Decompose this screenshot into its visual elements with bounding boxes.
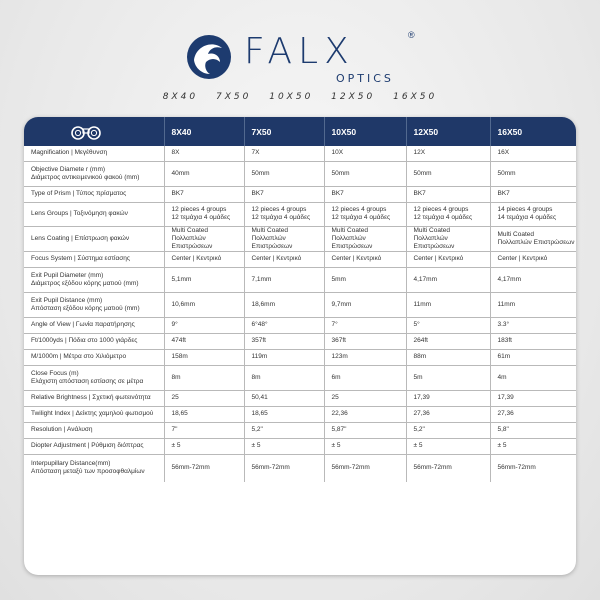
table-row bbox=[24, 146, 576, 161]
table-cell bbox=[490, 161, 576, 186]
row-label bbox=[24, 292, 164, 317]
cell-value: 12 pieces 4 groups bbox=[171, 206, 227, 213]
cell-value: 264ft bbox=[413, 337, 428, 344]
row-label-line: Resolution | Ανάλυση bbox=[31, 426, 93, 433]
cell-value: 25 bbox=[171, 394, 179, 401]
column-header: 8X40 bbox=[164, 117, 244, 146]
cell-value: Center | Κεντρικό bbox=[497, 255, 548, 262]
cell-value: 12 τεμάχια 4 ομάδες bbox=[331, 214, 391, 221]
cell-value: 9° bbox=[171, 321, 178, 328]
table-cell bbox=[164, 267, 244, 292]
cell-value: 5m bbox=[413, 373, 423, 381]
table-cell bbox=[490, 186, 576, 202]
table-cell bbox=[244, 349, 324, 365]
cell-value: BK7 bbox=[497, 190, 510, 197]
cell-value: 119m bbox=[251, 353, 268, 360]
cell-value: Center | Κεντρικό bbox=[331, 255, 382, 262]
table-cell bbox=[164, 422, 244, 438]
cell-value: 27,36 bbox=[413, 410, 430, 417]
cell-value: 158m bbox=[171, 353, 188, 360]
table-cell bbox=[244, 226, 324, 251]
table-cell bbox=[406, 365, 490, 390]
table-cell bbox=[244, 390, 324, 406]
row-label-line: Lens Coating | Επίστρωση φακών bbox=[31, 234, 130, 242]
cell-value: 88m bbox=[413, 353, 427, 360]
table-cell bbox=[406, 438, 490, 454]
cell-value: 3.3° bbox=[497, 321, 510, 328]
table-row bbox=[24, 161, 576, 186]
table-cell bbox=[406, 292, 490, 317]
model-label: 16X50 bbox=[393, 92, 438, 102]
table-cell bbox=[244, 161, 324, 186]
cell-value: 12 τεμάχια 4 ομάδες bbox=[413, 214, 473, 221]
table-cell bbox=[490, 251, 576, 267]
cell-value: BK7 bbox=[171, 190, 184, 197]
table-cell bbox=[324, 226, 406, 251]
cell-value: 5° bbox=[413, 321, 420, 328]
row-label-line: Close Focus (m) bbox=[31, 369, 79, 377]
cell-value: 16X bbox=[497, 149, 510, 157]
table-row bbox=[24, 365, 576, 390]
cell-value: 14 pieces 4 groups bbox=[497, 206, 553, 213]
table-cell bbox=[490, 317, 576, 333]
model-label: 8X40 bbox=[162, 92, 199, 102]
table-cell bbox=[490, 454, 576, 482]
table-cell bbox=[406, 161, 490, 186]
cell-value: 40mm bbox=[171, 169, 190, 177]
row-label bbox=[24, 267, 164, 292]
table-cell bbox=[164, 226, 244, 251]
cell-value: 183ft bbox=[497, 337, 512, 344]
row-label-line: Type of Prism | Τύπος πρίσματος bbox=[31, 190, 127, 197]
cell-value: Πολλαπλών Επιστρώσεων bbox=[497, 238, 575, 246]
models-line bbox=[0, 92, 600, 102]
cell-value: Πολλαπλών Επιστρώσεων bbox=[171, 234, 213, 250]
table-cell bbox=[490, 146, 576, 161]
row-label-line: Exit Pupil Diameter (mm) bbox=[31, 271, 104, 279]
table-cell bbox=[490, 438, 576, 454]
cell-value: ± 5 bbox=[331, 442, 341, 449]
table-cell bbox=[164, 161, 244, 186]
cell-value: 5mm bbox=[331, 275, 346, 283]
cell-value: 27,36 bbox=[497, 410, 514, 417]
cell-value: 5,8" bbox=[497, 426, 509, 433]
registered-mark: ® bbox=[408, 30, 415, 40]
cell-value: 50mm bbox=[331, 169, 350, 177]
table-cell bbox=[490, 226, 576, 251]
cell-value: Πολλαπλών Επιστρώσεων bbox=[251, 234, 293, 250]
table-cell bbox=[164, 390, 244, 406]
cell-value: 11mm bbox=[413, 300, 432, 308]
cell-value: 17,39 bbox=[413, 394, 430, 401]
row-label-line: Απόσταση μεταξύ των προσοφθαλμίων bbox=[31, 468, 145, 476]
table-cell bbox=[164, 317, 244, 333]
cell-value: 50,41 bbox=[251, 394, 268, 401]
table-row bbox=[24, 267, 576, 292]
table-cell bbox=[324, 251, 406, 267]
table-cell bbox=[490, 202, 576, 226]
table-cell bbox=[490, 292, 576, 317]
table-cell bbox=[244, 186, 324, 202]
row-label-line: Objective Diamete r (mm) bbox=[31, 165, 106, 173]
table-cell bbox=[490, 365, 576, 390]
header-icon-cell bbox=[24, 117, 164, 146]
table-cell bbox=[244, 406, 324, 422]
cell-value: BK7 bbox=[331, 190, 344, 197]
table-cell bbox=[324, 349, 406, 365]
cell-value: 5,87" bbox=[331, 426, 347, 433]
model-label: 10X50 bbox=[269, 92, 314, 102]
table-cell bbox=[324, 161, 406, 186]
cell-value: 6m bbox=[331, 373, 341, 381]
cell-value: Πολλαπλών Επιστρώσεων bbox=[413, 234, 455, 250]
row-label-line: Exit Pupil Distance (mm) bbox=[31, 296, 103, 304]
row-label bbox=[24, 438, 164, 454]
cell-value: 61m bbox=[497, 353, 511, 360]
table-cell bbox=[406, 317, 490, 333]
table-cell bbox=[164, 251, 244, 267]
table-cell bbox=[406, 390, 490, 406]
table-cell bbox=[164, 186, 244, 202]
table-cell bbox=[406, 226, 490, 251]
table-cell bbox=[406, 202, 490, 226]
table-cell bbox=[244, 454, 324, 482]
row-label bbox=[24, 365, 164, 390]
table-cell bbox=[490, 406, 576, 422]
table-cell bbox=[164, 292, 244, 317]
cell-value: 56mm-72mm bbox=[331, 464, 370, 472]
table-cell bbox=[406, 267, 490, 292]
table-cell bbox=[244, 438, 324, 454]
table-cell bbox=[324, 186, 406, 202]
cell-value: 9,7mm bbox=[331, 300, 352, 308]
cell-value: 50mm bbox=[497, 169, 516, 177]
table-cell bbox=[244, 317, 324, 333]
row-label-line: Απόσταση εξόδου κόρης ματιού (mm) bbox=[31, 304, 140, 312]
cell-value: Multi Coated bbox=[251, 226, 288, 234]
table-cell bbox=[164, 365, 244, 390]
cell-value: Multi Coated bbox=[331, 226, 368, 234]
table-row bbox=[24, 317, 576, 333]
row-label-line: Twilight Index | Δείκτης χαμηλού φωτισμού bbox=[31, 410, 154, 417]
brand-logo bbox=[186, 30, 426, 90]
table-row bbox=[24, 292, 576, 317]
table-cell bbox=[490, 267, 576, 292]
row-label bbox=[24, 146, 164, 161]
cell-value: 18,65 bbox=[171, 410, 188, 417]
model-label: 7X50 bbox=[216, 92, 252, 102]
cell-value: ± 5 bbox=[497, 442, 507, 449]
table-header-row bbox=[24, 117, 576, 146]
table-cell bbox=[406, 422, 490, 438]
column-header: 7X50 bbox=[244, 117, 324, 146]
table-cell bbox=[406, 406, 490, 422]
cell-value: Center | Κεντρικό bbox=[251, 255, 302, 262]
cell-value: Center | Κεντρικό bbox=[171, 255, 222, 262]
brand-name: FALX bbox=[244, 31, 355, 72]
cell-value: ± 5 bbox=[251, 442, 261, 449]
cell-value: 5,1mm bbox=[171, 275, 192, 283]
spec-table-card bbox=[24, 117, 576, 575]
row-label-line: Interpupillary Distance(mm) bbox=[31, 460, 111, 468]
cell-value: 12 τεμάχια 4 ομάδες bbox=[171, 214, 231, 221]
cell-value: 56mm-72mm bbox=[251, 464, 290, 472]
column-header: 10X50 bbox=[324, 117, 406, 146]
table-cell bbox=[490, 333, 576, 349]
table-cell bbox=[324, 390, 406, 406]
table-cell bbox=[406, 251, 490, 267]
table-cell bbox=[244, 146, 324, 161]
table-row bbox=[24, 438, 576, 454]
cell-value: 4m bbox=[497, 373, 507, 381]
cell-value: 8m bbox=[251, 373, 261, 381]
spec-table bbox=[24, 117, 576, 482]
table-cell bbox=[490, 390, 576, 406]
cell-value: 7° bbox=[331, 321, 338, 328]
cell-value: 7,1mm bbox=[251, 275, 272, 283]
table-cell bbox=[406, 349, 490, 365]
eagle-emblem-icon bbox=[186, 34, 232, 80]
cell-value: Multi Coated bbox=[171, 226, 208, 234]
row-label bbox=[24, 161, 164, 186]
cell-value: 10,6mm bbox=[171, 300, 195, 308]
row-label-line: Lens Groups | Τοξινόμηση φακών bbox=[31, 210, 128, 217]
cell-value: 14 τεμάχια 4 ομάδες bbox=[497, 214, 557, 221]
row-label-line: Angle of View | Γωνία παρατήρησης bbox=[31, 321, 135, 328]
cell-value: BK7 bbox=[251, 190, 264, 197]
table-row bbox=[24, 422, 576, 438]
cell-value: Πολλαπλών Επιστρώσεων bbox=[331, 234, 373, 250]
table-row bbox=[24, 333, 576, 349]
cell-value: 7" bbox=[171, 426, 178, 433]
cell-value: 4,17mm bbox=[497, 275, 521, 283]
row-label-line: Focus System | Σύστημα εστίασης bbox=[31, 255, 130, 262]
row-label-line: Magnification | Μεγέθυνση bbox=[31, 149, 108, 157]
table-cell bbox=[406, 186, 490, 202]
table-cell bbox=[244, 251, 324, 267]
row-label bbox=[24, 406, 164, 422]
cell-value: ± 5 bbox=[171, 442, 181, 449]
table-cell bbox=[324, 333, 406, 349]
table-row bbox=[24, 226, 576, 251]
cell-value: 10X bbox=[331, 149, 344, 157]
table-row bbox=[24, 251, 576, 267]
cell-value: ± 5 bbox=[413, 442, 423, 449]
row-label bbox=[24, 349, 164, 365]
table-cell bbox=[164, 406, 244, 422]
cell-value: 123m bbox=[331, 353, 348, 360]
table-cell bbox=[324, 438, 406, 454]
cell-value: 12 pieces 4 groups bbox=[251, 206, 307, 213]
table-row bbox=[24, 406, 576, 422]
table-cell bbox=[164, 349, 244, 365]
cell-value: 12 τεμάχια 4 ομάδες bbox=[251, 214, 311, 221]
row-label bbox=[24, 454, 164, 482]
cell-value: 12 pieces 4 groups bbox=[413, 206, 469, 213]
row-label-line: Διάμετρος αντικειμενικού φακού (mm) bbox=[31, 173, 140, 181]
table-cell bbox=[244, 422, 324, 438]
column-header: 12X50 bbox=[406, 117, 490, 146]
table-cell bbox=[324, 317, 406, 333]
cell-value: Center | Κεντρικό bbox=[413, 255, 464, 262]
table-cell bbox=[244, 267, 324, 292]
brand-subtitle: OPTICS bbox=[336, 72, 394, 85]
table-cell bbox=[490, 349, 576, 365]
row-label-line: Diopter Adjustment | Ρύθμιση διόπτρας bbox=[31, 442, 144, 449]
row-label bbox=[24, 226, 164, 251]
cell-value: 12 pieces 4 groups bbox=[331, 206, 387, 213]
table-cell bbox=[164, 146, 244, 161]
row-label bbox=[24, 422, 164, 438]
row-label bbox=[24, 333, 164, 349]
table-cell bbox=[164, 454, 244, 482]
row-label-line: Ελάχιστη απόσταση εστίασης σε μέτρα bbox=[31, 377, 144, 385]
table-cell bbox=[164, 438, 244, 454]
cell-value: 17,39 bbox=[497, 394, 514, 401]
cell-value: 18,6mm bbox=[251, 300, 275, 308]
cell-value: 5,2" bbox=[251, 426, 263, 433]
cell-value: Multi Coated bbox=[413, 226, 450, 234]
table-cell bbox=[324, 422, 406, 438]
cell-value: 18,65 bbox=[251, 410, 268, 417]
cell-value: 50mm bbox=[413, 169, 432, 177]
table-row bbox=[24, 349, 576, 365]
model-label: 12X50 bbox=[331, 92, 376, 102]
cell-value: 367ft bbox=[331, 337, 346, 344]
binoculars-icon bbox=[69, 123, 103, 141]
row-label bbox=[24, 390, 164, 406]
table-cell bbox=[244, 202, 324, 226]
table-cell bbox=[324, 406, 406, 422]
cell-value: 8X bbox=[171, 149, 180, 157]
cell-value: BK7 bbox=[413, 190, 426, 197]
cell-value: 11mm bbox=[497, 300, 516, 308]
row-label-line: Relative Brightness | Σχετική φωτεινότητα bbox=[31, 394, 151, 401]
row-label-line: Διάμετρος εξόδου κόρης ματιού (mm) bbox=[31, 279, 139, 287]
table-cell bbox=[406, 454, 490, 482]
table-row bbox=[24, 454, 576, 482]
cell-value: 6°48° bbox=[251, 321, 268, 328]
row-label bbox=[24, 186, 164, 202]
cell-value: Multi Coated bbox=[497, 230, 534, 238]
table-cell bbox=[164, 202, 244, 226]
table-cell bbox=[164, 333, 244, 349]
table-cell bbox=[324, 454, 406, 482]
cell-value: 474ft bbox=[171, 337, 186, 344]
cell-value: 56mm-72mm bbox=[413, 464, 452, 472]
table-cell bbox=[324, 146, 406, 161]
cell-value: 22,36 bbox=[331, 410, 348, 417]
cell-value: 357ft bbox=[251, 337, 266, 344]
table-cell bbox=[324, 202, 406, 226]
cell-value: 56mm-72mm bbox=[497, 464, 536, 472]
table-cell bbox=[244, 333, 324, 349]
table-row bbox=[24, 202, 576, 226]
table-cell bbox=[324, 267, 406, 292]
table-cell bbox=[324, 292, 406, 317]
cell-value: 12X bbox=[413, 149, 426, 157]
table-row bbox=[24, 390, 576, 406]
table-cell bbox=[490, 422, 576, 438]
cell-value: 56mm-72mm bbox=[171, 464, 210, 472]
cell-value: 50mm bbox=[251, 169, 270, 177]
column-header: 16X50 bbox=[497, 126, 523, 137]
row-label-line: M/1000m | Μέτρα στο Χιλιόμετρο bbox=[31, 353, 127, 360]
row-label bbox=[24, 317, 164, 333]
cell-value: 5,2" bbox=[413, 426, 425, 433]
row-label-line: Ft/1000yds | Πόδια στο 1000 γιάρδες bbox=[31, 337, 138, 344]
table-cell bbox=[244, 292, 324, 317]
cell-value: 8m bbox=[171, 373, 181, 381]
table-row bbox=[24, 186, 576, 202]
table-cell bbox=[324, 365, 406, 390]
cell-value: 25 bbox=[331, 394, 339, 401]
cell-value: 7X bbox=[251, 149, 260, 157]
row-label bbox=[24, 202, 164, 226]
cell-value: 4,17mm bbox=[413, 275, 437, 283]
table-cell bbox=[406, 333, 490, 349]
table-cell bbox=[406, 146, 490, 161]
row-label bbox=[24, 251, 164, 267]
spec-table-body bbox=[24, 146, 576, 482]
table-cell bbox=[244, 365, 324, 390]
